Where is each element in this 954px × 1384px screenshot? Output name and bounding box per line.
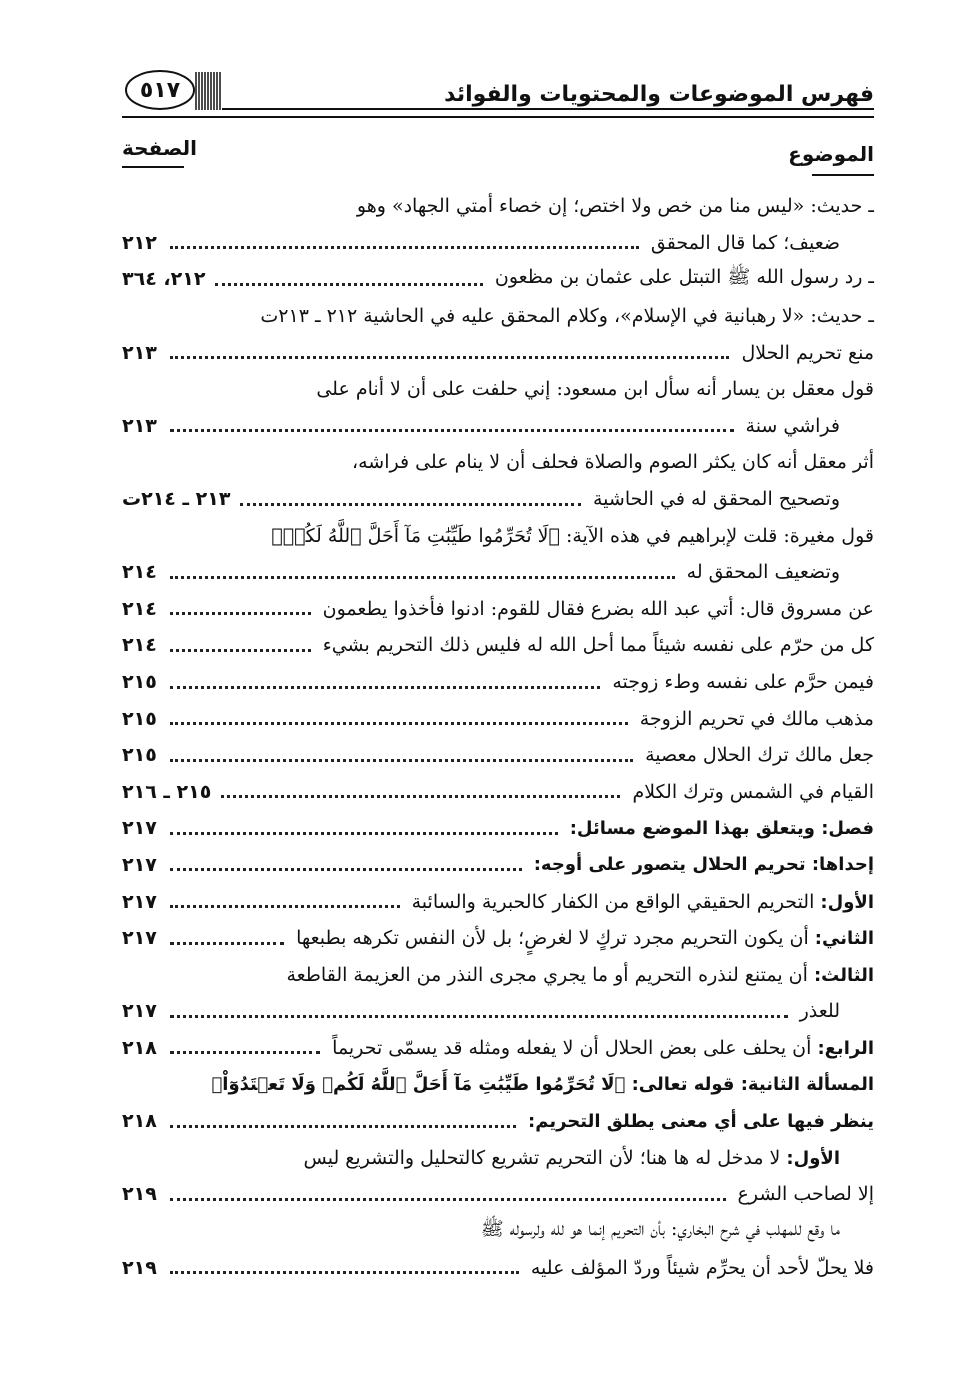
entry-page-number: ٢١٤ [122, 597, 157, 620]
header-rule [222, 108, 874, 110]
dot-leader [170, 429, 734, 432]
entry-text-body: لا مدخل له ها هنا؛ لأن التحريم تشريع كالتحليل والتشريع ليس [303, 1146, 787, 1169]
entry-text-body: أن يحلف على بعض الحلال أن لا يفعله ومثله قد يسمّى تحريماً [332, 1036, 818, 1059]
dot-leader [240, 503, 581, 506]
entry-line [122, 481, 874, 518]
index-entry [122, 517, 874, 590]
entry-text: منع تحريم الحلال [741, 341, 874, 364]
entry-page-number: ٢١٧ [122, 927, 157, 950]
column-headings [122, 136, 874, 180]
entry-page-number: ٢١٣ [122, 341, 157, 364]
entry-line [122, 920, 874, 957]
entry-line [122, 1030, 874, 1067]
entry-lead-label: الثاني: [814, 928, 874, 950]
entry-line [122, 1249, 874, 1286]
entry-text [332, 1037, 874, 1059]
index-entry [122, 847, 874, 884]
entry-line [122, 554, 874, 591]
entry-page-number: ٢١٧ [122, 853, 157, 876]
entry-text [412, 891, 874, 913]
page-column-heading: الصفحة [122, 136, 198, 160]
dot-leader [170, 1051, 320, 1054]
index-entry [122, 810, 874, 847]
entry-page-number: ٢١٥ [122, 671, 157, 694]
index-entry [122, 956, 874, 1029]
dot-leader [170, 356, 729, 359]
entry-text-body: التحريم الحقيقي الواقع من الكفار كالحبرية والسائبة [411, 890, 821, 913]
entry-text: فلا يحلّ لأحد أن يحرِّم شيئاً وردّ المؤلف عليه [530, 1256, 874, 1279]
dot-leader [170, 942, 284, 945]
entry-page-number: ٢١٤ [122, 561, 157, 584]
entry-text: ما وقع للمهلب في شرح البخاري: بأن التحريم إنما هو لله ولرسوله ﷺ [480, 1217, 840, 1240]
dot-leader [170, 1271, 519, 1274]
entry-page-number: ٢١٣ ـ ٢١٤ت [122, 488, 231, 511]
entry-lead-label: الرابع: [817, 1037, 874, 1059]
entry-line [122, 700, 874, 737]
dot-leader [170, 868, 522, 871]
entry-line [122, 298, 874, 335]
entry-text: ـ حديث: «لا رهبانية في الإسلام»، وكلام المحقق عليه في الحاشية ٢١٢ ـ ٢١٣ت [260, 305, 874, 328]
header-title: فهرس الموضوعات والمحتويات والفوائد [444, 82, 874, 107]
index-entry [122, 298, 874, 335]
entry-line [122, 408, 874, 445]
entry-page-number: ٢١٣ [122, 414, 157, 437]
entry-text: ضعيف؛ كما قال المحقق [650, 231, 840, 254]
entry-line [122, 627, 874, 664]
entry-page-number: ٢١٧ [122, 1000, 157, 1023]
entry-page-number: ٢١٩ [122, 1183, 157, 1206]
entry-text: ـ رد رسول الله ﷺ التبتل على عثمان بن مظعون [494, 266, 874, 289]
dot-leader [170, 1198, 726, 1201]
entry-line [122, 1213, 874, 1250]
entry-page-number: ٢١٢، ٣٦٤ [122, 268, 206, 291]
entry-line [122, 1139, 874, 1176]
index-entry [122, 664, 874, 701]
entry-line [122, 956, 874, 993]
index-entry [122, 444, 874, 517]
dot-leader [170, 905, 400, 908]
index-entry [122, 627, 874, 664]
page-number-badge [124, 66, 224, 112]
entry-line [122, 1103, 874, 1140]
entry-line [122, 847, 874, 884]
entry-text: ينظر فيها على أي معنى يطلق التحريم: [528, 1110, 874, 1132]
index-entry [122, 1213, 874, 1286]
entry-text: فصل: ويتعلق بهذا الموضع مسائل: [569, 817, 874, 839]
entry-line [122, 1176, 874, 1213]
entry-line [122, 774, 874, 811]
entry-lead-label: الأول: [786, 1147, 840, 1169]
entry-line [122, 261, 874, 298]
entry-text: القيام في الشمس وترك الكلام [632, 780, 874, 803]
entry-text: وتصحيح المحقق له في الحاشية [593, 488, 840, 511]
index-entry [122, 591, 874, 628]
entry-text [286, 964, 874, 986]
entry-lead-label: الأول: [820, 891, 874, 913]
entry-page-number: ٢١٥ ـ ٢١٦ [122, 780, 212, 803]
entry-text-body: أن يمتنع لنذره التحريم أو ما يجري مجرى النذر من العزيمة القاطعة [286, 963, 814, 986]
entry-text [296, 927, 874, 949]
entry-text: أثر معقل أنه كان يكثر الصوم والصلاة فحلف أن لا ينام على فراشه، [351, 451, 874, 474]
entry-page-number: ٢١٤ [122, 634, 157, 657]
entry-line [122, 225, 874, 262]
entry-text: فيمن حرَّم على نفسه وطء زوجته [612, 671, 874, 694]
entry-line [122, 371, 874, 408]
dot-leader [170, 722, 628, 725]
entry-line [122, 444, 874, 481]
dot-leader [170, 576, 675, 579]
index-entry [122, 737, 874, 774]
entry-line [122, 810, 874, 847]
page-heading-underline [122, 166, 184, 168]
entry-line [122, 188, 874, 225]
entry-text: إلا لصاحب الشرع [737, 1183, 874, 1206]
entry-text: جعل مالك ترك الحلال معصية [645, 744, 874, 767]
entry-page-number: ٢١٢ [122, 231, 157, 254]
entry-text: مذهب مالك في تحريم الزوجة [639, 707, 874, 730]
entry-page-number: ٢١٥ [122, 744, 157, 767]
entry-text: قول معقل بن يسار أنه سأل ابن مسعود: إني حلفت على أن لا أنام على [316, 378, 874, 401]
entry-text: عن مسروق قال: أتي عبد الله بضرع فقال للقوم: ادنوا فأخذوا يطعمون [322, 597, 874, 620]
index-entry [122, 920, 874, 957]
index-entry [122, 188, 874, 261]
header-rule-lower [122, 116, 874, 118]
index-entry [122, 261, 874, 298]
entry-line [122, 334, 874, 371]
topic-heading-underline [812, 174, 874, 176]
index-entry [122, 371, 874, 444]
dot-leader [170, 1125, 516, 1128]
entry-lead-label: الثالث: [813, 964, 874, 986]
index-entry [122, 1066, 874, 1139]
index-entry [122, 774, 874, 811]
index-entry [122, 334, 874, 371]
entry-text: المسألة الثانية: قوله تعالى: ﴿لَا تُحَرِّمُوا طَيِّبَٰتِ مَآ أَحَلَّ ٱللَّهُ لَكُمۡ وَلَا تَعۡتَدُوٓاْ﴾ [211, 1074, 874, 1096]
entry-line [122, 664, 874, 701]
entry-text: كل من حرّم على نفسه شيئاً مما أحل الله له فليس ذلك التحريم بشيء [322, 634, 874, 657]
entry-text: قول مغيرة: قلت لإبراهيم في هذه الآية: ﴿لَا تُحَرِّمُوا طَيِّبَٰتِ مَآ أَحَلَّ ٱللَّهُ لَكُمۡ﴾ [271, 524, 874, 547]
dot-leader [170, 832, 558, 835]
entry-page-number: ٢١٩ [122, 1256, 157, 1279]
entry-text: فراشي سنة [745, 414, 840, 437]
dot-leader [221, 795, 620, 798]
dot-leader [170, 1015, 788, 1018]
index-entry [122, 883, 874, 920]
dot-leader [170, 246, 639, 249]
entry-text [304, 1147, 840, 1169]
entry-text-body: أن يكون التحريم مجرد تركٍ لا لغرضٍ؛ بل لأن النفس تكرهه بطبعها [296, 927, 815, 950]
dot-leader [170, 686, 600, 689]
topic-column-heading: الموضوع [788, 142, 874, 166]
entry-text: ـ حديث: «ليس منا من خص ولا اختص؛ إن خصاء أمتي الجهاد» وهو [356, 195, 874, 218]
dot-leader [170, 612, 311, 615]
entry-page-number: ٢١٨ [122, 1036, 157, 1059]
entry-page-number: ٢١٧ [122, 817, 157, 840]
entry-line [122, 883, 874, 920]
index-entry [122, 1139, 874, 1212]
entry-line [122, 737, 874, 774]
dot-leader [170, 649, 311, 652]
index-entry [122, 1030, 874, 1067]
entry-page-number: ٢١٨ [122, 1110, 157, 1133]
entry-page-number: ٢١٥ [122, 707, 157, 730]
entry-page-number: ٢١٧ [122, 890, 157, 913]
entry-line [122, 1066, 874, 1103]
entry-text: وتضعيف المحقق له [686, 561, 840, 584]
entry-line [122, 993, 874, 1030]
index-entries [122, 188, 874, 1286]
index-entry [122, 700, 874, 737]
page-number: ٥١٧ [139, 78, 181, 103]
entry-line [122, 517, 874, 554]
entry-text: إحداها: تحريم الحلال يتصور على أوجه: [533, 854, 874, 876]
entry-line [122, 591, 874, 628]
page-header [122, 58, 874, 124]
entry-text: للعذر [799, 1000, 840, 1023]
dot-leader [170, 759, 633, 762]
dot-leader [215, 283, 482, 286]
